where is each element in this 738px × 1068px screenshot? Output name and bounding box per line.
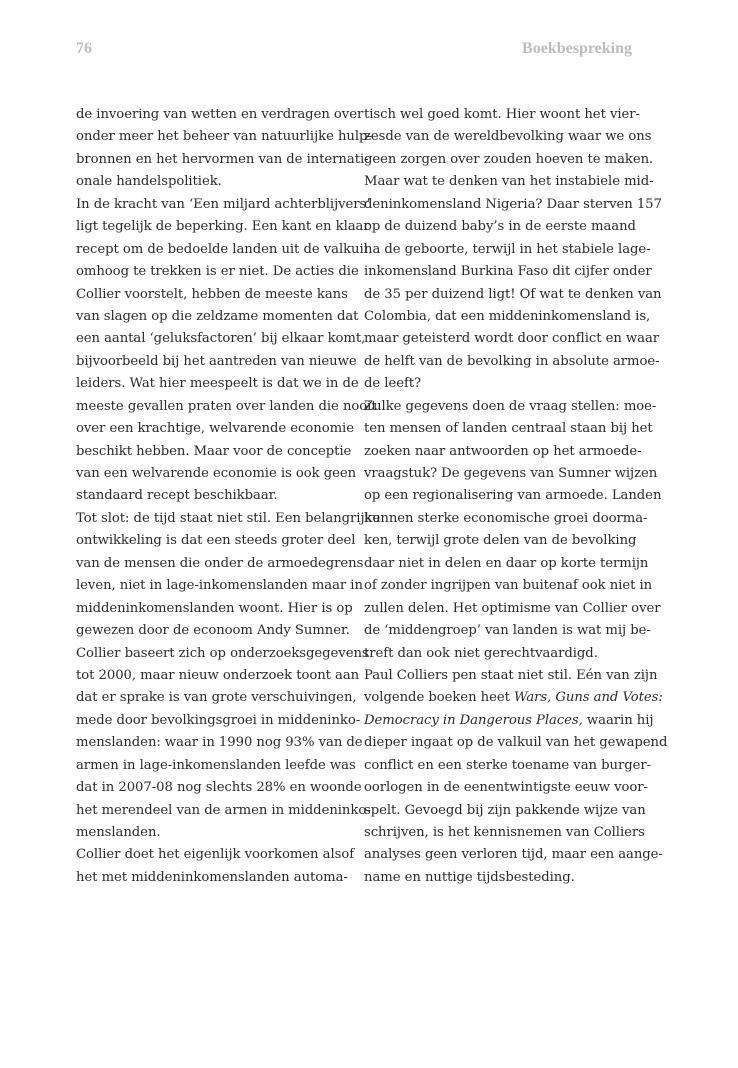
text-line: de 35 per duizend ligt! Of wat te denken van: [364, 286, 662, 302]
text-line: een aantal ‘geluksfactoren’ bij elkaar komt,: [76, 331, 366, 347]
text-line: maar geteisterd wordt door conflict en waar: [364, 331, 660, 347]
text-line: middeninkomenslanden woont. Hier is op: [76, 600, 353, 616]
text-line: standaard recept beschikbaar.: [76, 488, 278, 504]
text-line: Paul Colliers pen staat niet stil. Eén van zijn: [364, 667, 658, 683]
text-line: recept om de bedoelde landen uit de valkuil: [76, 241, 368, 257]
text-fragment: waarin hij: [582, 712, 654, 728]
text-line: van de mensen die onder de armoedegrens: [76, 555, 364, 571]
text-line: conflict en een sterke toename van burger-: [364, 757, 652, 773]
text-line: oorlogen in de eenentwintigste eeuw voor-: [364, 780, 648, 796]
text-line: op de duizend baby’s in de eerste maand: [364, 219, 636, 235]
text-line: menslanden.: [76, 825, 161, 840]
text-line: leiders. Wat hier meespeelt is dat we in de: [76, 376, 359, 392]
book-title-part: Democracy in Dangerous Places,: [364, 712, 583, 728]
text-line: meeste gevallen praten over landen die nooit: [76, 398, 377, 414]
text-line: bronnen en het hervormen van de internati-: [76, 151, 369, 167]
text-line: daar niet in delen en daar op korte termijn: [364, 555, 649, 571]
text-fragment: volgende boeken heet: [364, 690, 514, 706]
text-line: geen zorgen over zouden hoeven te maken.: [364, 151, 654, 167]
text-line: treft dan ook niet gerechtvaardigd.: [364, 645, 598, 661]
text-line: gewezen door de econoom Andy Sumner.: [76, 623, 350, 639]
text-line: zoeken naar antwoorden op het armoede-: [364, 443, 642, 459]
text-line: mede door bevolkingsgroei in middeninko-: [76, 712, 361, 728]
running-header: [76, 40, 632, 64]
text-line: armen in lage-inkomenslanden leefde was: [76, 757, 356, 773]
text-line: vraagstuk? De gegevens van Sumner wijzen: [364, 466, 658, 481]
text-line: leven, niet in lage-inkomenslanden maar in: [76, 578, 363, 594]
text-line: dieper ingaat op de valkuil van het gewapend: [364, 735, 668, 751]
text-line: onale handelspolitiek.: [76, 174, 222, 190]
text-line: In de kracht van ‘Een miljard achterblijvers’: [76, 196, 371, 212]
text-line: dat er sprake is van grote verschuivingen,: [76, 690, 357, 706]
right-column: [364, 104, 668, 889]
text-line: onder meer het beheer van natuurlijke hulp-: [76, 129, 372, 145]
text-line: omhoog te trekken is er niet. De acties die: [76, 264, 359, 280]
text-line: dat in 2007-08 nog slechts 28% en woonde: [76, 780, 362, 796]
text-line: Collier baseert zich op onderzoeksgegevens: [76, 645, 369, 661]
text-line: op een regionalisering van armoede. Landen: [364, 488, 662, 504]
text-line: analyses geen verloren tijd, maar een aange-: [364, 847, 663, 863]
section-title: Boekbespreking: [522, 40, 632, 57]
text-line: van slagen op die zeldzame momenten dat: [76, 308, 359, 324]
text-line: of zonder ingrijpen van buitenaf ook niet in: [364, 578, 653, 594]
text-line: het merendeel van de armen in middeninko-: [76, 802, 371, 818]
text-line: zesde van de wereldbevolking waar we ons: [364, 129, 652, 145]
text-line: schrijven, is het kennisnemen van Colliers: [364, 825, 645, 840]
text-line: Colombia, dat een middeninkomensland is,: [364, 308, 651, 324]
text-line: over een krachtige, welvarende economie: [76, 421, 354, 437]
text-line: ten mensen of landen centraal staan bij het: [364, 421, 653, 437]
text-line: de invoering van wetten en verdragen over: [76, 107, 364, 122]
text-line: het met middeninkomenslanden automa-: [76, 869, 348, 885]
text-line: bijvoorbeeld bij het aantreden van nieuwe: [76, 353, 357, 369]
text-line: deninkomensland Nigeria? Daar sterven 157: [364, 196, 662, 212]
text-line: ligt tegelijk de beperking. Een kant en klaar: [76, 219, 370, 235]
left-column: [76, 104, 381, 889]
text-line: Maar wat te denken van het instabiele mid-: [364, 174, 654, 190]
text-line: Zulke gegevens doen de vraag stellen: moe-: [364, 398, 657, 414]
text-line: inkomensland Burkina Faso dit cijfer onder: [364, 264, 652, 280]
page-number: 76: [76, 40, 92, 57]
text-line: Collier voorstelt, hebben de meeste kans: [76, 286, 348, 302]
text-line: de helft van de bevolking in absolute armoe-: [364, 353, 660, 369]
text-line: Collier doet het eigenlijk voorkomen alsof: [76, 847, 355, 863]
text-line: ken, terwijl grote delen van de bevolking: [364, 533, 637, 549]
text-line: zullen delen. Het optimisme van Collier over: [364, 600, 661, 616]
text-line: de leeft?: [364, 376, 422, 392]
text-line: kunnen sterke economische groei doorma-: [364, 510, 648, 526]
text-line: van een welvarende economie is ook geen: [76, 466, 357, 481]
text-line-with-title: [364, 710, 654, 732]
book-title-part: Wars, Guns and Votes:: [514, 690, 663, 706]
text-line: tot 2000, maar nieuw onderzoek toont aan: [76, 667, 360, 683]
text-line-with-title: [364, 687, 663, 709]
text-line: spelt. Gevoegd bij zijn pakkende wijze van: [364, 802, 646, 818]
text-line: menslanden: waar in 1990 nog 93% van de: [76, 735, 363, 751]
text-line: tisch wel goed komt. Hier woont het vier-: [364, 107, 640, 122]
text-line: ontwikkeling is dat een steeds groter deel: [76, 533, 356, 549]
text-line: na de geboorte, terwijl in het stabiele lage-: [364, 241, 651, 257]
text-line: Tot slot: de tijd staat niet stil. Een belangrijke: [76, 510, 381, 526]
text-line: name en nuttige tijdsbesteding.: [364, 869, 575, 885]
text-line: beschikt hebben. Maar voor de conceptie: [76, 443, 352, 459]
text-line: de ‘middengroep’ van landen is wat mij be-: [364, 623, 651, 639]
